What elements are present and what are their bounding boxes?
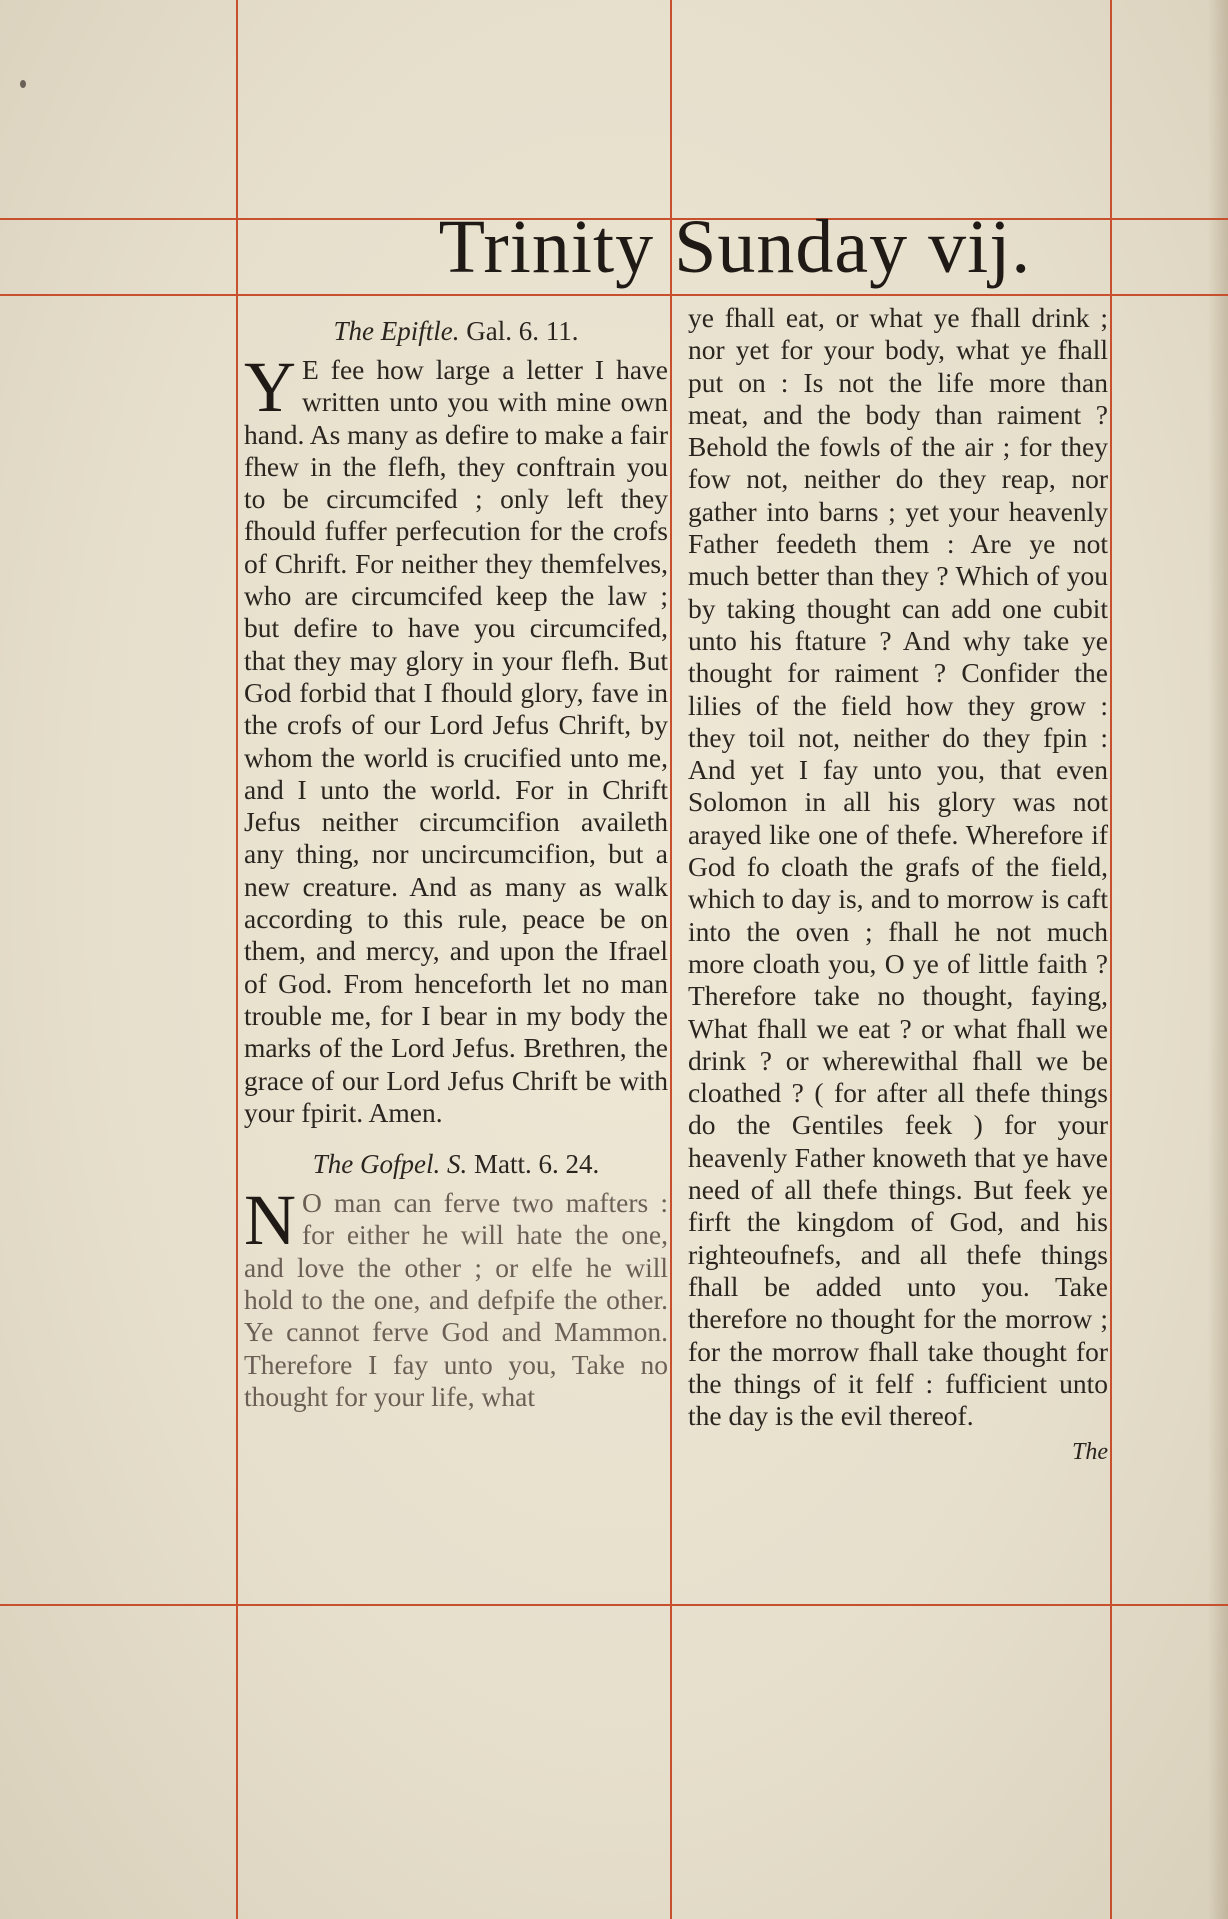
gospel-heading-label: The Gofpel. S. <box>312 1149 468 1180</box>
gospel-text: O man can ferve two mafters : for either he will hate the one, and love the other ; or elfe he will hold to the one, and defpife the other. Ye cannot ferve God and Mammon. Therefore I fay unto you, Take no thought for your life, what <box>244 1187 668 1412</box>
epistle-drop-cap: Y <box>244 347 296 427</box>
header-bottom-rule <box>0 294 1228 296</box>
right-column <box>688 302 1108 1469</box>
ink-smudge <box>20 80 26 88</box>
gospel-continued-text: ye fhall eat, or what ye fhall drink ; nor yet for your body, what ye fhall put on : Is not the life more than meat, and the body than raiment ? Behold the fowls of the air ; for they fow not, neither do they reap, nor gather into barns ; yet your heavenly Father feedeth them : Are ye not much better than they ? Which of you by taking thought can add one cubit unto his ftature ? And why take ye thought for raiment ? Confider the lilies of the field how they grow : they toil not, neither do they fpin : And yet I fay unto you, that even Solomon in all his glory was not arayed like one of thefe. Wherefore if God fo cloath the grafs of the field, which to day is, and to morrow is caft into the oven ; fhall he not much more cloath you, O ye of little faith ? Therefore take no thought, faying, What fhall we eat ? or what fhall we drink ? or wherewithal fhall we be cloathed ? ( for after all thefe things do the Gentiles feek ) for your heavenly Father knoweth that ye have need of all thefe things. But feek ye firft the kingdom of God, and his righteoufnefs, and all thefe things fhall be added unto you. Take therefore no thought for the morrow ; for the morrow fhall take thought for the things of it felf : fufficient unto the day is the evil thereof. <box>688 302 1108 1432</box>
footer-rule <box>0 1604 1228 1606</box>
gospel-drop-cap: N <box>244 1180 296 1261</box>
epistle-heading <box>244 314 668 348</box>
page-title: Trinity Sunday vij. <box>438 205 1032 289</box>
left-column <box>244 300 668 1413</box>
gospel-heading <box>244 1147 668 1181</box>
epistle-text-block <box>244 347 668 1129</box>
gospel-reference: Matt. 6. 24. <box>474 1149 600 1180</box>
left-margin-rule <box>236 0 238 1919</box>
epistle-text: E fee how large a letter I have written unto you with mine own hand. As many as defire to make a fair fhew in the flefh, they conftrain you to be circumcifed ; only left they fhould fuffer perfecution for the crofs of Chrift. For neither they themfelves, who are circumcifed keep the law ; but defire to have you circumcifed, that they may glory in your flefh. But God forbid that I fhould glory, fave in the crofs of our Lord Jefus Chrift, by whom the world is crucified unto me, and I unto the world. For in Chrift Jefus neither circumcifion availeth any thing, nor uncircumcifion, but a new creature. And as many as walk according to this rule, peace be on them, and mercy, and upon the Ifrael of God. From henceforth let no man trouble me, for I bear in my body the marks of the Lord Jefus. Brethren, the grace of our Lord Jefus Chrift be with your fpirit. Amen. <box>244 354 668 1128</box>
gospel-text-block <box>244 1180 668 1413</box>
epistle-heading-label: The Epiftle. <box>333 316 460 346</box>
epistle-reference: Gal. 6. 11. <box>466 316 579 346</box>
catchword: The <box>1072 1439 1108 1466</box>
